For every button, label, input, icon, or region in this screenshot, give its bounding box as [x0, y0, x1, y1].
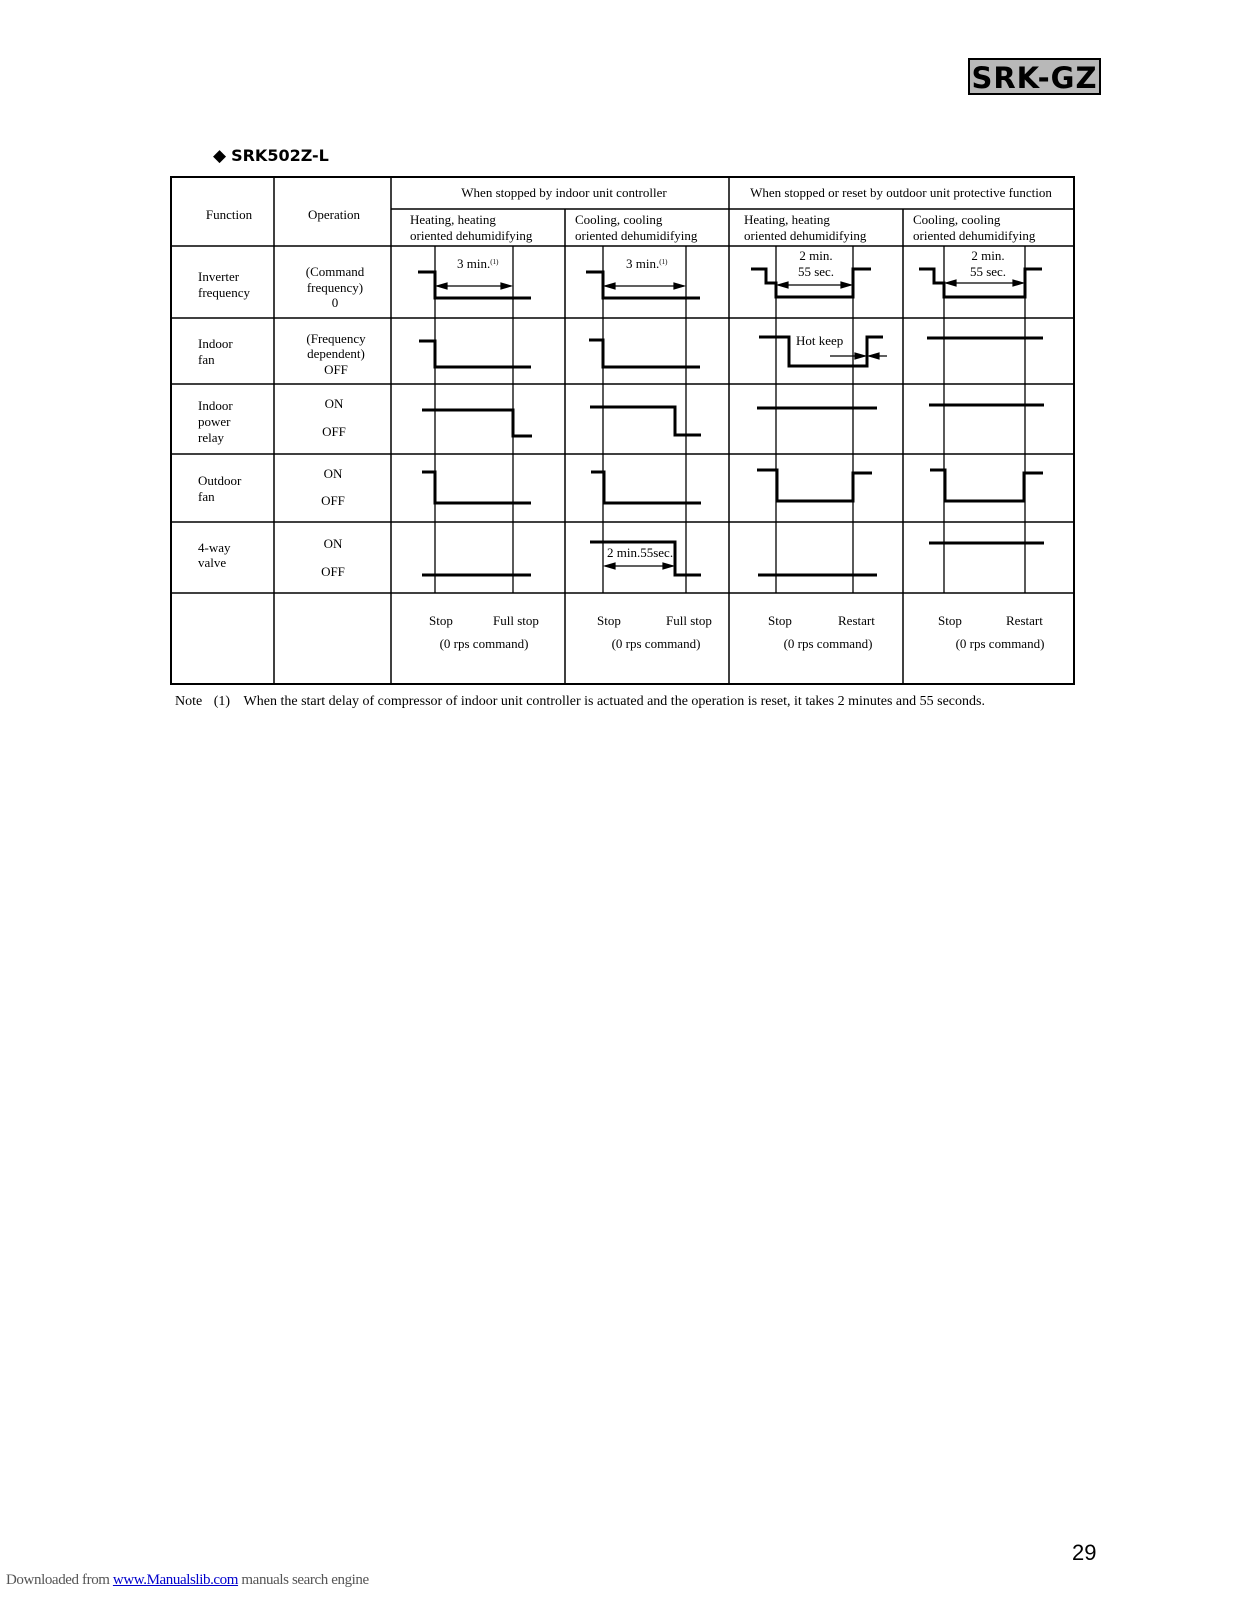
row-inverter-function-line2: frequency	[198, 285, 250, 300]
col-header-2-line2: oriented dehumidifying	[575, 228, 698, 243]
annotation-2min-col3-line1: 2 min.	[799, 248, 833, 263]
row-outdoor-fan-operation-on: ON	[323, 466, 343, 481]
row-inverter-operation-line3: 0	[331, 295, 339, 310]
wave-outdoor-fan-col3	[757, 470, 872, 501]
header-operation: Operation	[308, 207, 360, 222]
annotation-2min-col3-line2: 55 sec.	[797, 264, 835, 279]
event-col4-cmd: (0 rps command)	[955, 636, 1045, 651]
annotation-3min-col1	[457, 256, 499, 271]
event-col1-right: Full stop	[493, 613, 539, 628]
col-header-1-line1: Heating, heating	[410, 212, 496, 227]
section-title-text: SRK502Z-L	[231, 146, 329, 165]
annotation-3min-col2-text: 3 min.	[626, 256, 660, 271]
footnote-number: (1)	[213, 694, 231, 709]
row-valve-operation-on: ON	[323, 536, 343, 551]
footer-suffix: manuals search engine	[238, 1572, 369, 1588]
row-relay-operation-on: ON	[324, 396, 344, 411]
row-outdoor-fan-operation-off: OFF	[321, 493, 345, 508]
wave-inverter-col2	[586, 272, 700, 298]
timing-chart-table	[0, 0, 1237, 700]
page-number: 29	[1072, 1540, 1097, 1565]
row-relay-function-line2: power	[198, 414, 231, 429]
event-col3-left: Stop	[768, 613, 792, 628]
wave-outdoor-fan-col1	[422, 472, 531, 503]
annotation-2min-55sec-valve: 2 min.55sec.	[607, 545, 674, 560]
event-col1-cmd: (0 rps command)	[439, 636, 529, 651]
wave-inverter-col1	[418, 272, 531, 298]
row-valve-function-line2: valve	[198, 555, 227, 570]
event-col4-left: Stop	[938, 613, 962, 628]
annotation-2min-col4-line1: 2 min.	[971, 248, 1005, 263]
row-indoor-fan-operation-line3: OFF	[324, 362, 348, 377]
wave-outdoor-fan-col2	[591, 472, 701, 503]
row-indoor-fan-function-line2: fan	[198, 352, 215, 367]
footnote	[175, 694, 985, 710]
header-group-outdoor: When stopped or reset by outdoor unit protective function	[750, 185, 1052, 200]
annotation-3min-col2-ref: (1)	[659, 258, 668, 266]
table-grid	[171, 177, 1074, 684]
event-col3-right: Restart	[838, 613, 875, 628]
model-badge: SRK-GZ	[968, 58, 1101, 95]
footnote-label: Note	[175, 694, 203, 709]
row-inverter-operation-line1: (Command	[305, 264, 365, 279]
row-relay-function-line1: Indoor	[198, 398, 233, 413]
annotation-3min-col1-text: 3 min.	[457, 256, 491, 271]
row-indoor-fan-function-line1: Indoor	[198, 336, 233, 351]
event-col4-right: Restart	[1006, 613, 1043, 628]
row-inverter-operation-line2: frequency)	[306, 280, 364, 295]
row-outdoor-fan-function-line2: fan	[198, 489, 215, 504]
row-valve-operation-off: OFF	[321, 564, 345, 579]
annotation-3min-col1-ref: (1)	[490, 258, 499, 266]
wave-outdoor-fan-col4	[930, 470, 1043, 501]
annotation-2min-col4-line2: 55 sec.	[969, 264, 1007, 279]
col-header-1-line2: oriented dehumidifying	[410, 228, 533, 243]
col-header-4-line1: Cooling, cooling	[913, 212, 1001, 227]
event-col2-right: Full stop	[666, 613, 712, 628]
footer-prefix: Downloaded from	[6, 1572, 113, 1588]
footnote-text: When the start delay of compressor of indoor unit controller is actuated and the operation is reset, it takes 2 minutes and 55 seconds.	[243, 694, 985, 709]
row-relay-operation-off: OFF	[322, 424, 346, 439]
download-footer	[6, 1572, 369, 1589]
wave-indoor-fan-col2	[589, 340, 700, 367]
annotation-hot-keep: Hot keep	[796, 333, 844, 348]
row-outdoor-fan-function-line1: Outdoor	[198, 473, 242, 488]
event-col1-left: Stop	[429, 613, 453, 628]
col-header-4-line2: oriented dehumidifying	[913, 228, 1036, 243]
diamond-bullet-icon: ◆	[213, 146, 227, 166]
col-header-3-line2: oriented dehumidifying	[744, 228, 867, 243]
dimension-arrows	[437, 280, 1023, 569]
row-relay-function-line3: relay	[198, 430, 224, 445]
event-col2-cmd: (0 rps command)	[611, 636, 701, 651]
col-header-3-line1: Heating, heating	[744, 212, 830, 227]
row-inverter-function-line1: Inverter	[198, 269, 240, 284]
wave-relay-col2	[590, 407, 701, 435]
row-indoor-fan-operation-line1: (Frequency	[306, 331, 366, 346]
header-group-indoor: When stopped by indoor unit controller	[461, 185, 667, 200]
manualslib-link[interactable]: www.Manualslib.com	[112, 1572, 239, 1588]
event-col3-cmd: (0 rps command)	[783, 636, 873, 651]
col-header-2-line1: Cooling, cooling	[575, 212, 663, 227]
annotation-3min-col2	[626, 256, 668, 271]
event-col2-left: Stop	[597, 613, 621, 628]
wave-indoor-fan-col1	[419, 341, 531, 367]
header-function: Function	[205, 207, 253, 222]
row-indoor-fan-operation-line2: dependent)	[307, 346, 365, 361]
waveforms	[418, 269, 1044, 575]
row-valve-function-line1: 4-way	[198, 540, 231, 555]
wave-relay-col1	[422, 410, 532, 436]
